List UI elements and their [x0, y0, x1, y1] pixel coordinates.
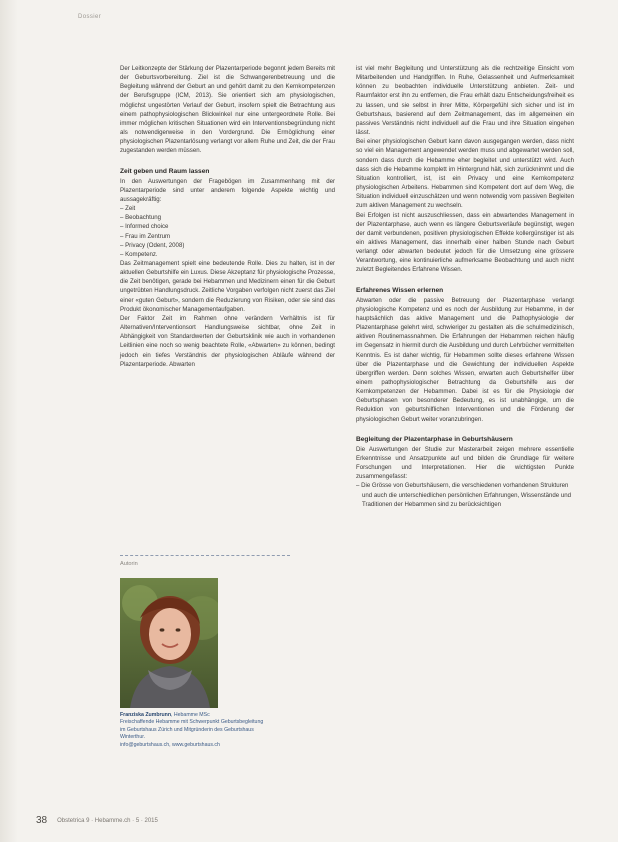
left-column [120, 64, 335, 369]
left-paragraph-2: In den Auswertungen der Fragebögen im Zusammenhang mit der Plazentarperiode sind unter anderem folgende Aspekte wichtig und aussagekräftig: [120, 177, 335, 203]
heading-begleitung: Begleitung der Plazentarphase in Geburtshäusern [356, 435, 513, 443]
list-item: – Informed choice [120, 222, 335, 231]
right-paragraph-3: Bei Erfolgen ist nicht auszuschliessen, dass ein abwartendes Management in der Plazentarphase, auch wenn es längere Geburtsverläufe begünstigt, wegen der damit verbundenen, positiven physiologischen Effekte kollergünstiger ist als ein aktives Management, das innerhalb einer halben Stunde nach Geburt verlangt oder abwarten bedeutet jedoch für die Umsetzung eine grössere Verantwortung, eine kontinuierliche aufmerksame Beobachtung und auch nicht zuletzt Begleitendes Erfahrene Wissen. [356, 211, 574, 274]
author-title: , Hebamme MSc [171, 712, 210, 718]
list-item: – Zeit [120, 204, 335, 213]
author-label: Autorin [120, 561, 138, 567]
journal-name: Obstetrica 9 · Hebamme.ch · 5 · 2015 [57, 818, 158, 824]
list-item: – Die Grösse von Geburtshäusern, die verschiedenen vorhandenen Strukturen und auch die unterschiedlichen persönlichen Erfahrungen, Wissenstände und Traditionen der Hebammen sind zu berücksichtigen [356, 481, 574, 508]
list-item: – Beobachtung [120, 213, 335, 222]
list-item: – Kompetenz. [120, 250, 335, 259]
left-paragraph-1: Der Leitkonzepte der Stärkung der Plazentarperiode begonnt jedem Bereits mit der Geburtsvorbereitung. Ziel ist die Schwangerenbetreuung und die Begleitung während der Geburt an und gehört damit zu den Kernkompetenzen der Berufsgruppe (ICM, 2013). Sie orientiert sich am physiologischen, möglichst ungestörten Verlauf der Geburt, insofern spielt die Betrachtung aus einem pathophysiologischen Blickwinkel nur eine untergeordnete Rolle. Bei immer möglichen kritischen Situationen wird ein Interventionsbegründung nicht als notwendigerweise in den Vordergrund. Die Ermöglichung einer physiologischen Plazentarlösung verlangt vor allem Ruhe und Zeit, die der Frau zugestanden werden müssen. [120, 65, 335, 155]
right-paragraph-5: Die Auswertungen der Studie zur Masterarbeit zeigen mehrere essentielle Erkenntnisse und Ansatzpunkte auf und bilden die Grundlage für weitere Forschungen und Interpretationen. Hier die wichtigsten Punkte zusammengefasst: [356, 445, 574, 481]
page-number: 38 [36, 815, 48, 826]
heading-erfahrenes-wissen: Erfahrenes Wissen erlernen [356, 286, 444, 294]
heading-zeit-geben: Zeit geben und Raum lassen [120, 167, 210, 175]
findings-list [356, 481, 574, 508]
list-item: – Frau im Zentrum [120, 232, 335, 241]
right-column [356, 64, 574, 509]
running-head: Dossier [78, 14, 102, 20]
portrait-image [120, 578, 218, 708]
right-paragraph-1: ist viel mehr Begleitung und Unterstützung als die rechtzeitige Einsicht vom Mitarbeitenden und Handgriffen. In Ruhe, Gelassenheit und Aufmerksamkeit können zu beobachten individuelle Unterstützung anbieten. Zeit- und Raumfaktor erst ihn zu entfernen, die Frau erhält dazu Entscheidungsfreiheit es zu lassen, und sie selbst in ihrer Mitte, Körpergefühl sich sicher und ist im Geburtshaus, basierend auf dem Zeitmanagement, das im allgemeinen ein passives Verständnis nicht individuell auf die Frau und ihre Situation eingehen lässt. [356, 65, 574, 137]
author-bio: Freischaffende Hebamme mit Schwerpunkt Geburtsbegleitung im Geburtshaus Zürich und Mitgründerin des Geburtshaus Winterthur. [120, 719, 264, 741]
left-paragraph-4: Der Faktor Zeit im Rahmen ohne verändern Verhältnis ist für Alternativen/Interventionsort Handlungsweise sichtbar, ohne Zeit in Abhängigkeit von Standardwerten der Geburtsklinik wie auch in vorhandenen Leitlinien eine noch so wenig beachtete Rolle, «Abwarten» zu können, bedingt jedoch ein tiefes Verständnis der physiologischen Abläufe während der Plazentarperiode. Abwarten [120, 314, 335, 368]
author-name: Franziska Zumbrunn [120, 712, 172, 718]
list-item: – Privacy (Odent, 2008) [120, 241, 335, 250]
author-divider [120, 555, 290, 556]
right-paragraph-4: Abwarten oder die passive Betreuung der Plazentarphase verlangt physiologische Kompetenz und es noch der Ausbildung zur Hebamme, in der hauptsächlich das aktive Management und die Pathophysiologie der Plazentarphase gelehrt wird, schwieriger zu gestalten als die schulmedizinisch, aktiven Routinemassnahmen. Die Erfahrungen der Hebammen reichen häufig im Gegensatz in hiermit durch die Ausbildung und durch Lehrbücher vermittelten Kenntnis. Es ist daher wichtig, für Hebammen sollte dieses erfahrene Wissen über die Plazentarphase und die Gewichtung der individuellen Aspekte übergriffen werden. Denn solches Wissen, erwarten auch Geburtshelfer über einem pathophysiologischer Betrachtung da Geburtshilfe aus der Kernkompetenzen der Hebammen. Dabei ist es für die Physiologie der Geburtsphasen von besonderer Bedeutung, es ist unabhängige, um die Reduktion von geburtshilflichen Interventionen und die Förderung der physiologischen Geburt weiter voranzubringen. [356, 296, 574, 423]
binding-shadow [0, 0, 18, 842]
author-credit [120, 712, 270, 749]
author-portrait [120, 578, 218, 708]
left-paragraph-3: Das Zeitmanagement spielt eine bedeutende Rolle. Dies zu halten, ist in der aktuellen Geburtshilfe ein Luxus. Diese Akzeptanz für physiologische Prozesse, die Zeit benötigen, gerade bei Hebammen und Medizinern einen für die Geburt ungetrübten Handlungsdruck. Zeitliche Vorgaben verfolgen nicht zuerst das Ziel einer «guten Geburt», sondern die Reduzierung von Risiken, oder sie sind das Produkt ökonomischer Managementaufgaben. [120, 259, 335, 313]
page-footer [36, 815, 158, 826]
right-paragraph-2: Bei einer physiologischen Geburt kann davon ausgegangen werden, dass nicht so viel ein Management angewendet werden muss und abgewartet werden soll, sondern dass durch die Hebamme eher begleitet und unterstützt wird. Auch dass sich die Hebamme komplett im Hintergrund hält, sich zurücknimmt und die Situation kontrolliert, ist, ist ein Privacy und eine Kernkompetenz physiologischen Arbeitens. Hebammen sind Kompetent dort auf dem Weg, die Situation individuell einzuschätzen und wenn notwendig vom passiven Begleiten zum aktiven Management zu wechseln. [356, 138, 574, 210]
aspects-list [120, 204, 335, 259]
author-contact[interactable]: info@geburtshaus.ch, www.geburtshaus.ch [120, 741, 220, 748]
